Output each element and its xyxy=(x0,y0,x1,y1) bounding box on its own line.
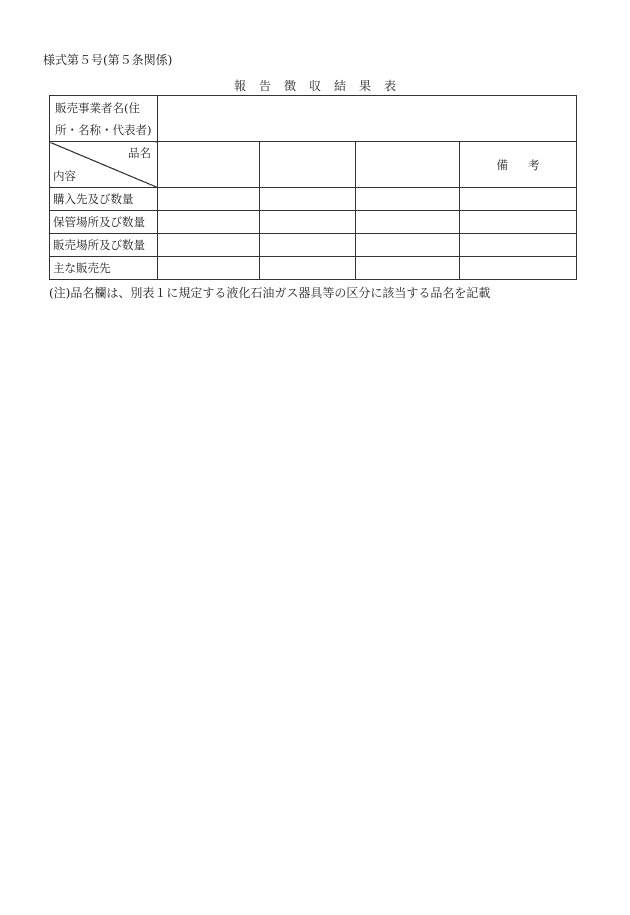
item-name-cell-3[interactable] xyxy=(356,142,460,188)
table-cell[interactable] xyxy=(356,188,460,211)
seller-row xyxy=(50,96,577,142)
row-label-customers: 主な販売先 xyxy=(50,257,158,280)
table-cell[interactable] xyxy=(158,234,260,257)
item-name-cell-2[interactable] xyxy=(260,142,356,188)
table-cell[interactable] xyxy=(356,234,460,257)
row-label-sales-place: 販売場所及び数量 xyxy=(50,234,158,257)
table-cell[interactable] xyxy=(460,188,577,211)
report-table xyxy=(49,95,577,280)
table-cell[interactable] xyxy=(260,234,356,257)
header-content-label: 内容 xyxy=(53,169,76,183)
table-cell[interactable] xyxy=(260,188,356,211)
table-cell[interactable] xyxy=(260,211,356,234)
table-cell[interactable] xyxy=(460,211,577,234)
table-cell[interactable] xyxy=(158,188,260,211)
row-label-purchase: 購入先及び数量 xyxy=(50,188,158,211)
remarks-header: 備考 xyxy=(460,142,577,188)
seller-label: 販売事業者名(住所・名称・代表者) xyxy=(55,100,152,137)
seller-label-cell xyxy=(50,96,158,142)
diagonal-header-cell xyxy=(50,142,158,188)
table-cell[interactable] xyxy=(260,257,356,280)
table-row xyxy=(50,234,577,257)
table-row xyxy=(50,257,577,280)
table-cell[interactable] xyxy=(460,234,577,257)
header-row xyxy=(50,142,577,188)
header-item-label: 品名 xyxy=(128,146,151,160)
footnote: (注)品名欄は、別表１に規定する液化石油ガス器具等の区分に該当する品名を記載 xyxy=(49,286,491,300)
table-row xyxy=(50,211,577,234)
item-name-cell-1[interactable] xyxy=(158,142,260,188)
table-cell[interactable] xyxy=(460,257,577,280)
page-title: 報告徴収結果表 xyxy=(233,79,409,93)
table-cell[interactable] xyxy=(356,257,460,280)
table-cell[interactable] xyxy=(356,211,460,234)
row-label-storage: 保管場所及び数量 xyxy=(50,211,158,234)
seller-value-cell[interactable] xyxy=(158,96,577,142)
table-cell[interactable] xyxy=(158,257,260,280)
table-cell[interactable] xyxy=(158,211,260,234)
form-number: 様式第５号(第５条関係) xyxy=(43,53,173,67)
table-row xyxy=(50,188,577,211)
